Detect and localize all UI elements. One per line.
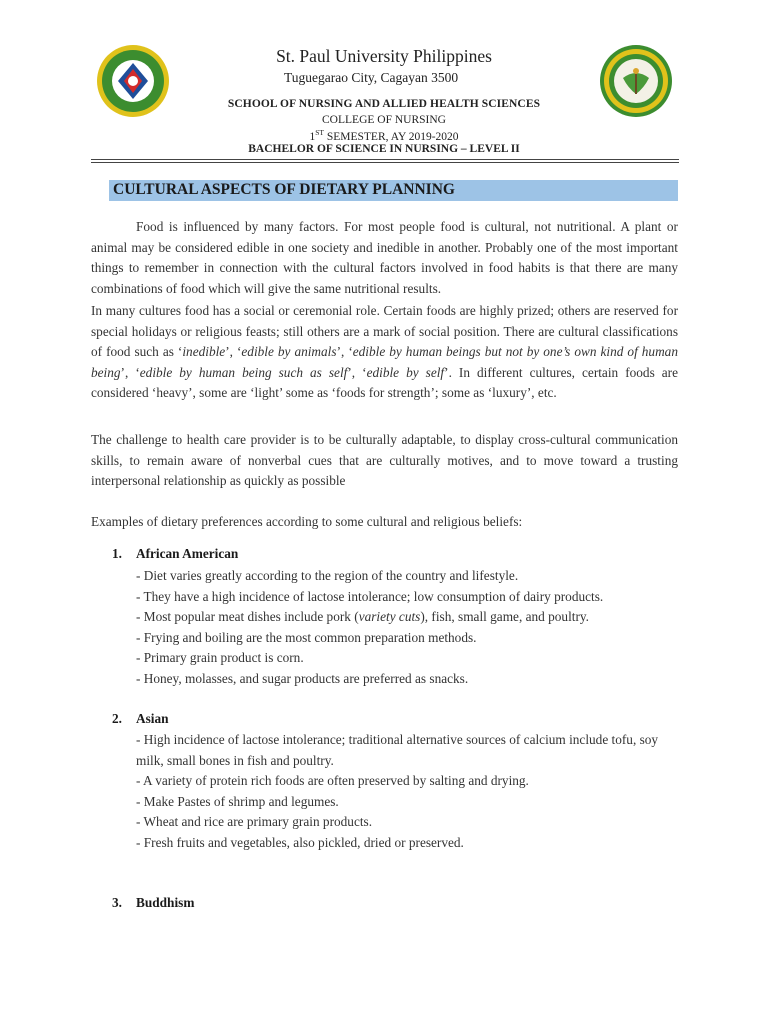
text-run-italic: inedible	[182, 344, 226, 360]
list-item: - Wheat and rice are primary grain products.	[136, 814, 373, 830]
semester-number: 1	[309, 130, 316, 143]
list-item: - They have a high incidence of lactose intolerance; low consumption of dairy products.	[136, 588, 604, 604]
text-run: ’. In different cultures, certain foods are considered ‘heavy’, some are ‘light’ some as ‘foods for strength’; some as ‘luxury’, etc.	[91, 364, 679, 401]
text-run-italic: edible by animals	[241, 344, 337, 360]
list-item: - Frying and boiling are the most common preparation methods.	[136, 629, 477, 645]
paragraph-social-role	[91, 301, 678, 404]
text-run: ’, ‘	[336, 344, 353, 360]
section-name: African American	[136, 546, 239, 561]
section-name: Asian	[136, 711, 169, 726]
degree-program: BACHELOR OF SCIENCE IN NURSING – LEVEL II	[248, 143, 520, 155]
list-item: - High incidence of lactose intolerance; traditional alternative sources of calcium include tofu, soy milk, small bones in fish and poultry.	[136, 732, 659, 768]
text-run: In many cultures food has a social or ceremonial role. Certain foods are highly prized; others are reserved for special holidays or religious feasts; still others are a mark of social position. There are cultural classifications of food such as ‘	[91, 303, 678, 360]
semester-line	[150, 128, 618, 143]
section-heading-buddhism	[112, 895, 194, 911]
list-item: - Diet varies greatly according to the region of the country and lifestyle.	[136, 568, 519, 583]
university-city: Tuguegarao City, Cagayan 3500	[284, 70, 459, 85]
university-name: St. Paul University Philippines	[276, 46, 492, 66]
school-name: SCHOOL OF NURSING AND ALLIED HEALTH SCIENCES	[227, 98, 541, 110]
header-divider	[91, 159, 679, 160]
section-number: 2.	[112, 711, 122, 726]
text-run-italic: edible by human beings but not by one’s own kind of human being	[91, 344, 678, 380]
examples-intro: Examples of dietary preferences according to some cultural and religious beliefs:	[91, 514, 523, 529]
section-list-african-american	[136, 566, 678, 690]
text-run: - Most popular meat dishes include pork (	[136, 609, 359, 625]
header-divider-second	[91, 162, 679, 163]
section-name: Buddhism	[136, 895, 195, 910]
list-item: - Fresh fruits and vegetables, also pickled, dried or preserved.	[136, 834, 464, 850]
college-name: COLLEGE OF NURSING	[322, 114, 446, 126]
list-item: - Honey, molasses, and sugar products are preferred as snacks.	[136, 670, 469, 686]
section-list-asian	[136, 730, 678, 854]
list-item	[136, 607, 678, 628]
semester-text: SEMESTER, AY 2019-2020	[323, 130, 459, 143]
list-item: - Primary grain product is corn.	[136, 650, 304, 666]
section-number: 3.	[112, 895, 122, 910]
text-run-italic: edible by self	[366, 364, 445, 380]
text-run-italic: variety cuts	[358, 609, 421, 625]
document-title: CULTURAL ASPECTS OF DIETARY PLANNING	[113, 181, 455, 198]
semester-suffix: ST	[315, 128, 324, 137]
text-run: ’, ‘	[225, 344, 242, 360]
paragraph-health-care-provider: The challenge to health care provider is to be culturally adaptable, to display cross-cultural communication skills, to remain aware of nonverbal cues that are culturally motives, and to move toward a trusting interpersonal relationship as quickly as possible	[91, 432, 678, 489]
section-heading-asian	[112, 711, 169, 727]
section-number: 1.	[112, 546, 122, 561]
list-item: - Make Pastes of shrimp and legumes.	[136, 793, 339, 809]
text-run-italic: edible by human being such as self	[139, 364, 348, 380]
section-heading-african-american	[112, 546, 238, 562]
list-item: - A variety of protein rich foods are often preserved by salting and drying.	[136, 773, 529, 789]
text-run: ’, ‘	[347, 364, 367, 380]
text-run: ), fish, small game, and poultry.	[420, 609, 589, 625]
paragraph-food-factors: Food is influenced by many factors. For most people food is cultural, not nutritional. A plant or animal may be considered edible in one society and inedible in another. Probably one of the most important things to remember in connection with the cultural factors involved in food habits is that there are many combinations of food which will give the same nutritional results.	[91, 219, 678, 296]
text-run: ’, ‘	[120, 364, 140, 380]
